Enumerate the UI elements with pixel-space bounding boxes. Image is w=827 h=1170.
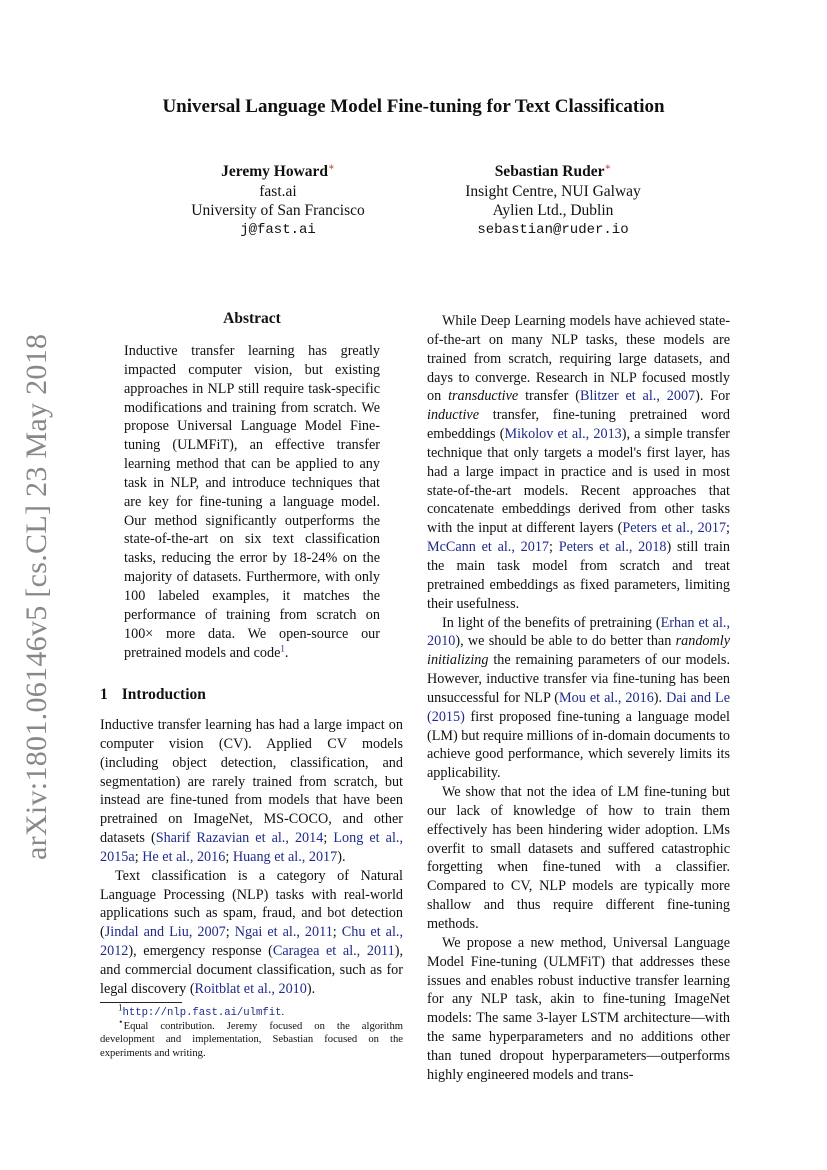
- author-block-2: [436, 158, 670, 240]
- citation[interactable]: McCann et al., 2017: [427, 539, 550, 556]
- citation[interactable]: Long et al., 2015a: [100, 830, 403, 865]
- abstract-body: [124, 342, 380, 662]
- citation[interactable]: Jindal and Liu, 2007: [104, 924, 226, 941]
- citation[interactable]: Ngai et al., 2011: [234, 924, 333, 941]
- paragraph: We show that not the idea of LM fine-tuning but our lack of knowledge of how to train them effectively has been hindering wider adoption. LMs overfit to small datasets and suffered catastrophic forgetting when fine-tuned with a classifier. Compared to CV, NLP models are typically more shallow and thus require different fine-tuning methods.: [427, 784, 730, 932]
- citation[interactable]: He et al., 2016: [142, 848, 226, 865]
- author-email[interactable]: sebastian@ruder.io: [477, 221, 629, 238]
- author-affiliation: University of San Francisco: [191, 202, 365, 220]
- paragraph: In light of the benefits of pretraining (Erhan et al., 2010), we should be able to do better than randomly initializing the remaining parameters of our models. However, inductive transfer via fine-tuning has been unsuccessful for NLP (Mou et al., 2016). Dai and Le (2015) first proposed fine-tuning a language model (LM) but require millions of in-domain documents to achieve good performance, which severely limits its applicability.: [427, 614, 731, 782]
- citation[interactable]: Blitzer et al., 2007: [579, 388, 696, 405]
- abstract-heading: Abstract: [223, 310, 281, 327]
- author-mark: ∗: [328, 162, 335, 173]
- footnote-url[interactable]: http://nlp.fast.ai/ulmfit: [122, 1007, 282, 1019]
- citation[interactable]: Peters et al., 2017: [622, 520, 727, 537]
- citation[interactable]: Mou et al., 2016: [559, 689, 654, 706]
- author-email[interactable]: j@fast.ai: [240, 221, 316, 238]
- author-name: Sebastian Ruder: [494, 163, 605, 181]
- footnote-ref[interactable]: 1: [280, 642, 285, 653]
- citation[interactable]: Dai and Le (2015): [427, 689, 731, 725]
- footnote-2: ⋆Equal contribution. Jeremy focused on the algorithm development and implementation, Sebastian focused on the experiments and writing.: [100, 1016, 403, 1059]
- arxiv-identifier: arXiv:1801.06146v5 [cs.CL] 23 May 2018: [20, 333, 53, 860]
- footnote-rule: [100, 1002, 182, 1003]
- citation[interactable]: Chu et al., 2012: [100, 924, 404, 960]
- citation[interactable]: Huang et al., 2017: [232, 848, 338, 865]
- citation[interactable]: Roitblat et al., 2010: [194, 980, 307, 997]
- right-column: [427, 312, 730, 1085]
- paper-title: Universal Language Model Fine-tuning for Text Classification: [162, 96, 665, 117]
- author-affiliation: fast.ai: [259, 182, 297, 200]
- paragraph: While Deep Learning models have achieved state-of-the-art on many NLP tasks, these models are trained from scratch, requiring large datasets, and days to converge. Research in NLP focused mostly on transductive transfer (Blitzer et al., 2007). For inductive transfer, fine-tuning pretrained word embeddings (Mikolov et al., 2013), a simple transfer technique that only targets a model's first layer, has had a large impact in practice and is used in most state-of-the-art models. Recent approaches that concatenate embeddings derived from other tasks with the input at different layers (Peters et al., 2017; McCann et al., 2017; Peters et al., 2018) still train the main task model from scratch and treat pretrained embeddings as fixed parameters, limiting their usefulness.: [427, 313, 731, 612]
- author-mark: ∗: [604, 162, 612, 173]
- citation[interactable]: Mikolov et al., 2013: [504, 426, 622, 443]
- section-number: 1: [100, 686, 108, 703]
- section-title: Introduction: [121, 686, 206, 703]
- paragraph: Inductive transfer learning has had a large impact on computer vision (CV). Applied CV models (including object detection, classification, and segmentation) are rarely trained from scratch, but instead are fine-tuned from models that have been pretrained on ImageNet, MS-COCO, and other datasets (Sharif Razavian et al., 2014; Long et al., 2015a; He et al., 2016; Huang et al., 2017).: [100, 717, 403, 865]
- author-affiliation: Insight Centre, NUI Galway: [465, 182, 641, 200]
- abstract-text: Inductive transfer learning has greatly impacted computer vision, but existing approaches in NLP still require task-specific modifications and training from scratch. We propose Universal Language Model Fine-tuning (ULMFiT), an effective transfer learning method that can be applied to any task in NLP, and introduce techniques that are key for fine-tuning a language model. Our method significantly outperforms the state-of-the-art on six text classification tasks, reducing the error by 18-24% on the majority of datasets. Furthermore, with only 100 labeled examples, it matches the performance of training from scratch on 100× more data. We open-source our pretrained models and code: [124, 343, 380, 661]
- author-block-1: [178, 158, 378, 240]
- intro-column: [100, 716, 403, 999]
- section-heading: [100, 686, 206, 704]
- citation[interactable]: Caragea et al., 2011: [272, 943, 395, 960]
- author-name: Jeremy Howard: [221, 163, 329, 181]
- citation[interactable]: Peters et al., 2018: [558, 539, 667, 556]
- citation[interactable]: Erhan et al., 2010: [427, 614, 730, 650]
- paragraph: We propose a new method, Universal Language Model Fine-tuning (ULMFiT) that addresses these issues and enables robust inductive transfer learning for any NLP task, akin to fine-tuning ImageNet models: The same 3-layer LSTM architecture—with the same hyperparameters and no additions other than tuned dropout hyperparameters—outperforms highly engineered models and trans-: [427, 934, 730, 1083]
- paragraph: Text classification is a category of Natural Language Processing (NLP) tasks with real-world applications such as spam, fraud, and bot detection (Jindal and Liu, 2007; Ngai et al., 2011; Chu et al., 2012), emergency response (Caragea et al., 2011), and commercial document classification, such as for legal discovery (Roitblat et al., 2010).: [100, 867, 404, 997]
- abstract-text-end: .: [284, 644, 289, 661]
- citation[interactable]: Sharif Razavian et al., 2014: [155, 830, 324, 847]
- author-affiliation: Aylien Ltd., Dublin: [492, 202, 614, 220]
- footnotes: [100, 1002, 403, 1060]
- footnote-1: $^1$http://nlp.fast.ai/ulmfit.: [118, 1002, 285, 1019]
